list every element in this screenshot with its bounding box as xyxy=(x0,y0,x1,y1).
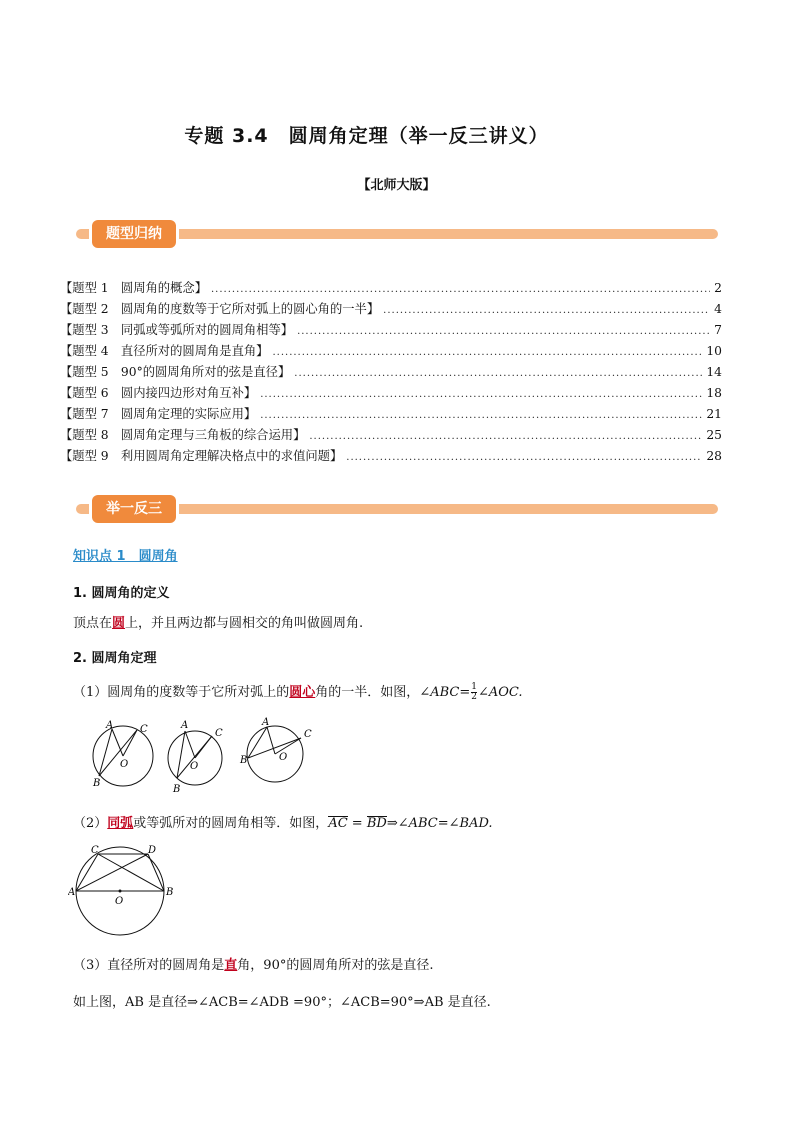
svg-text:A: A xyxy=(68,887,76,898)
toc-item-label: 【题型 9 利用圆周角定理解决格点中的求值问题】 xyxy=(60,449,343,463)
figure-three-circles xyxy=(85,716,315,806)
example-text: 如上图，AB 是直径⇒∠ACB=∠ADB =90°；∠ACB=90°⇒AB 是直径. xyxy=(73,995,491,1010)
toc-item-label: 【题型 1 圆周角的概念】 xyxy=(60,281,207,295)
svg-text:B: B xyxy=(173,784,181,795)
svg-text:O: O xyxy=(190,761,199,772)
toc-item[interactable] xyxy=(60,404,722,425)
svg-text:C: C xyxy=(140,724,148,735)
toc-item-label: 【题型 6 圆内接四边形对角互补】 xyxy=(60,386,257,400)
toc-item-page: 7 xyxy=(714,323,722,337)
toc-item-page: 28 xyxy=(706,449,722,463)
svg-text:O: O xyxy=(279,752,288,763)
toc-item[interactable] xyxy=(60,320,722,341)
toc-item-page: 21 xyxy=(706,407,722,421)
toc-item-label: 【题型 7 圆周角定理的实际应用】 xyxy=(60,407,257,421)
theorem-2-text: （2）同弧或等弧所对的圆周角相等．如图，AC = BD⇒∠ABC=∠BAD. xyxy=(73,816,493,831)
svg-text:C: C xyxy=(304,729,312,740)
heading-theorem: 2. 圆周角定理 xyxy=(73,651,157,666)
edition-subtitle: 【北师大版】 xyxy=(357,178,436,193)
svg-text:B: B xyxy=(240,755,248,766)
toc-item-page: 14 xyxy=(706,365,722,379)
definition-text: 顶点在圆上，并且两边都与圆相交的角叫做圆周角. xyxy=(73,616,364,631)
svg-text:O: O xyxy=(115,896,124,907)
toc-item-page: 18 xyxy=(706,386,722,400)
toc-item-label: 【题型 5 90°的圆周角所对的弦是直径】 xyxy=(60,365,291,379)
toc-leader-dots xyxy=(260,389,702,400)
toc-item[interactable] xyxy=(60,446,722,467)
toc-item-label: 【题型 3 同弧或等弧所对的圆周角相等】 xyxy=(60,323,294,337)
toc-leader-dots xyxy=(211,284,710,295)
page-title: 专题 3.4 圆周角定理（举一反三讲义） xyxy=(184,125,549,147)
toc-item-label: 【题型 4 直径所对的圆周角是直角】 xyxy=(60,344,269,358)
toc-leader-dots xyxy=(294,368,702,379)
toc-item[interactable] xyxy=(60,299,722,320)
svg-text:B: B xyxy=(93,778,101,789)
svg-text:A: A xyxy=(181,720,189,731)
toc-item-page: 25 xyxy=(706,428,722,442)
toc-item-page: 10 xyxy=(706,344,722,358)
toc-item[interactable] xyxy=(60,383,722,404)
toc-item-page: 4 xyxy=(714,302,722,316)
heading-definition: 1. 圆周角的定义 xyxy=(73,586,170,601)
toc-item[interactable] xyxy=(60,362,722,383)
figure-circle-abcd xyxy=(68,844,186,936)
toc-leader-dots xyxy=(260,410,702,421)
toc-leader-dots xyxy=(297,326,710,337)
toc-leader-dots xyxy=(309,431,702,442)
toc-item[interactable] xyxy=(60,278,722,299)
svg-text:A: A xyxy=(262,717,270,728)
toc-item-page: 2 xyxy=(714,281,722,295)
toc-leader-dots xyxy=(346,452,702,463)
svg-text:O: O xyxy=(120,759,129,770)
svg-text:C: C xyxy=(215,728,223,739)
toc-leader-dots xyxy=(272,347,702,358)
toc-item-label: 【题型 8 圆周角定理与三角板的综合运用】 xyxy=(60,428,306,442)
toc-item[interactable] xyxy=(60,341,722,362)
section-tag-examples: 举一反三 xyxy=(92,495,176,523)
toc-leader-dots xyxy=(383,305,710,316)
svg-text:D: D xyxy=(148,845,157,856)
theorem-1-text: （1）圆周角的度数等于它所对弧上的圆心角的一半．如图，∠ABC= $\frac{1}{2}$ ∠AOC. xyxy=(73,682,523,702)
knowledge-point-heading: 知识点 1 圆周角 xyxy=(73,549,178,564)
theorem-3-text: （3）直径所对的圆周角是直角，90°的圆周角所对的弦是直径. xyxy=(73,958,434,973)
table-of-contents xyxy=(60,278,722,467)
toc-item-label: 【题型 2 圆周角的度数等于它所对弧上的圆心角的一半】 xyxy=(60,302,380,316)
svg-text:A: A xyxy=(106,720,114,731)
section-tag-types: 题型归纳 xyxy=(92,220,176,248)
toc-item[interactable] xyxy=(60,425,722,446)
svg-text:B: B xyxy=(166,887,174,898)
svg-text:C: C xyxy=(91,845,99,856)
